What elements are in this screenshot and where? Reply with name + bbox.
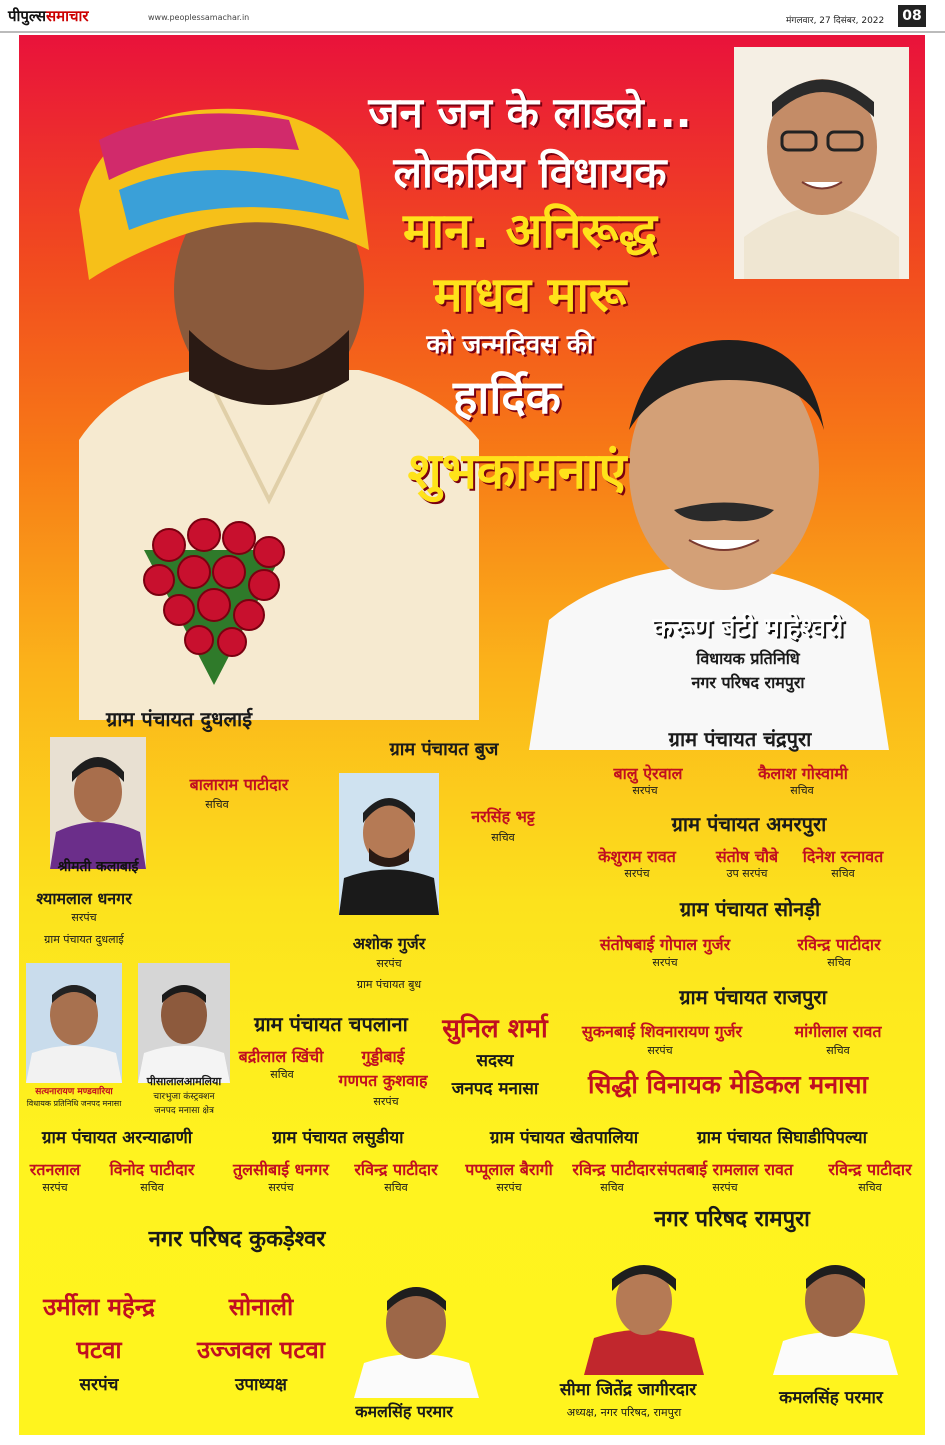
dudhlai-title: ग्राम पंचायत दुधलाई — [105, 707, 253, 731]
amarpura-role-3: सचिव — [831, 867, 855, 880]
khetpaliya-title: ग्राम पंचायत खेतपालिया — [489, 1128, 639, 1148]
peesalal-name: पीसालालआमलिया — [146, 1075, 222, 1088]
buj-role-2: सरपंच — [376, 957, 402, 970]
website-url[interactable]: www.peoplessamachar.in — [148, 13, 250, 22]
sonadi-name-1: संतोषबाई गोपाल गुर्जर — [599, 935, 731, 954]
dudhlai-place: ग्राम पंचायत दुधलाई — [44, 933, 124, 946]
kamalsingh-name-1: कमलसिंह परमार — [355, 1402, 453, 1421]
cm-portrait-photo — [734, 47, 909, 279]
sighadipiplya-title: ग्राम पंचायत सिघाडीपिपल्या — [697, 1128, 867, 1148]
kalabai-photo — [50, 737, 146, 869]
masthead — [0, 0, 945, 34]
khetpaliya-role-1: सरपंच — [496, 1181, 522, 1194]
amarpura-name-2: संतोष चौबे — [715, 847, 779, 866]
rampura-title: नगर परिषद रामपुरा — [654, 1207, 810, 1232]
headline-line-6: हार्दिक — [452, 370, 562, 424]
sonadi-name-2: रविन्द्र पाटीदार — [797, 935, 881, 954]
satyanarayan-role: विधायक प्रतिनिधि जनपद मनासा — [26, 1099, 122, 1108]
kukdeshwar-name-2b: उज्जवल पटवा — [197, 1336, 325, 1364]
chaplana-role-2: सरपंच — [373, 1095, 399, 1108]
amarpura-role-1: सरपंच — [624, 867, 650, 880]
kamalsingh-photo-2 — [773, 1243, 898, 1375]
sighadipiplya-role-2: सचिव — [858, 1181, 882, 1194]
peesalal-photo — [138, 963, 230, 1083]
chaplana-name-2: गुड्डीबाई — [361, 1047, 405, 1066]
satyanarayan-name: सत्यनारायण मण्डवारिया — [35, 1087, 113, 1097]
rampura-name-2: कमलसिंह परमार — [779, 1388, 883, 1408]
chandrapura-name-1: बालु ऐरवाल — [613, 764, 683, 783]
khetpaliya-name-2: रविन्द्र पाटीदार — [572, 1160, 656, 1179]
sonadi-role-1: सरपंच — [652, 956, 678, 969]
feature-role-1: विधायक प्रतिनिधि — [696, 649, 800, 668]
headline-line-2: लोकप्रिय विधायक — [393, 148, 667, 197]
headline-line-5: को जन्मदिवस की — [426, 330, 594, 360]
masthead-rule — [0, 31, 945, 33]
khetpaliya-name-1: पप्पूलाल बैरागी — [465, 1160, 553, 1179]
rajpura-role-2: सचिव — [826, 1044, 850, 1057]
kalabai-caption: श्रीमती कलाबाई — [57, 859, 139, 875]
siddhi-vinayak-medical: सिद्धी विनायक मेडिकल मनासा — [588, 1070, 868, 1099]
sonadi-title: ग्राम पंचायत सोनड़ी — [679, 897, 821, 921]
khetpaliya-role-2: सचिव — [600, 1181, 624, 1194]
sunil-place: जनपद मनासा — [451, 1079, 539, 1099]
aranyadhani-name-1: रतनलाल — [29, 1160, 81, 1179]
chandrapura-name-2: कैलाश गोस्वामी — [758, 764, 848, 783]
satyanarayan-photo — [26, 963, 122, 1083]
kukdeshwar-name-1a: उर्मीला महेन्द्र — [43, 1293, 155, 1321]
dudhlai-name-1: बालाराम पाटीदार — [189, 775, 289, 794]
amarpura-title: ग्राम पंचायत अमरपुरा — [671, 812, 827, 836]
aranyadhani-name-2: विनोद पाटीदार — [109, 1160, 195, 1179]
chandrapura-role-2: सचिव — [790, 784, 814, 797]
sunil-name: सुनिल शर्मा — [442, 1014, 548, 1044]
aranyadhani-role-1: सरपंच — [42, 1181, 68, 1194]
kukdeshwar-name-2a: सोनाली — [228, 1293, 294, 1321]
lasudiya-role-2: सचिव — [384, 1181, 408, 1194]
buj-name-1: नरसिंह भट्ट — [471, 807, 535, 826]
chaplana-name-1: बद्रीलाल खिंची — [238, 1047, 324, 1066]
kukdeshwar-role-1: सरपंच — [79, 1375, 119, 1395]
lasudiya-role-1: सरपंच — [268, 1181, 294, 1194]
headline-line-4: माधव मारू — [433, 267, 627, 323]
sighadipiplya-role-1: सरपंच — [712, 1181, 738, 1194]
sonadi-role-2: सचिव — [827, 956, 851, 969]
feature-role-2: नगर परिषद रामपुरा — [691, 673, 805, 692]
dudhlai-role-2: सरपंच — [71, 911, 97, 924]
seema-photo — [584, 1243, 704, 1375]
rajpura-title: ग्राम पंचायत राजपुरा — [679, 985, 827, 1009]
chandrapura-role-1: सरपंच — [632, 784, 658, 797]
buj-role-1: सचिव — [491, 831, 515, 844]
amarpura-role-2: उप सरपंच — [726, 867, 768, 880]
peesalal-role: चारभुजा कंस्ट्रक्शन — [153, 1092, 215, 1102]
aranyadhani-title: ग्राम पंचायत अरन्याढाणी — [41, 1128, 193, 1148]
rampura-name-1: सीमा जितेंद्र जागीरदार — [559, 1380, 697, 1400]
page-number: 08 — [898, 5, 926, 27]
amarpura-name-3: दिनेश रत्नावत — [802, 847, 884, 866]
feature-name: करूण बंटी माहेश्वरी — [652, 613, 844, 643]
chandrapura-title: ग्राम पंचायत चंद्रपुरा — [668, 727, 812, 751]
buj-name-2: अशोक गुर्जर — [352, 934, 426, 953]
issue-date: मंगलवार, 27 दिसंबर, 2022 — [786, 16, 885, 26]
kukdeshwar-name-1b: पटवा — [76, 1336, 122, 1364]
chaplana-role-1: सचिव — [270, 1068, 294, 1081]
amarpura-name-1: केशुराम रावत — [598, 847, 676, 866]
birthday-ad-poster — [19, 35, 925, 1435]
kukdeshwar-role-2: उपाध्यक्ष — [235, 1375, 287, 1395]
lasudiya-name-2: रविन्द्र पाटीदार — [354, 1160, 438, 1179]
aranyadhani-role-2: सचिव — [140, 1181, 164, 1194]
headline-line-3: मान. अनिरूद्ध — [402, 203, 658, 259]
headline-line-1: जन जन के लाडले... — [368, 88, 692, 137]
sighadipiplya-name-1: संपतबाई रामलाल रावत — [656, 1160, 794, 1179]
headline-line-7: शुभकामनाएं — [407, 442, 627, 500]
dudhlai-name-2: श्यामलाल धनगर — [36, 889, 132, 908]
dudhlai-role-1: सचिव — [205, 798, 229, 811]
chaplana-name-2b: गणपत कुशवाह — [338, 1071, 428, 1090]
rose-bouquet-image — [124, 490, 304, 690]
rajpura-role-1: सरपंच — [647, 1044, 673, 1057]
sighadipiplya-name-2: रविन्द्र पाटीदार — [828, 1160, 912, 1179]
peesalal-place: जनपद मनासा क्षेत्र — [154, 1106, 214, 1116]
lasudiya-title: ग्राम पंचायत लसुडीया — [272, 1128, 404, 1148]
buj-title: ग्राम पंचायत बुज — [389, 739, 499, 760]
chaplana-title: ग्राम पंचायत चपलाना — [254, 1012, 408, 1036]
kamalsingh-photo-1 — [354, 1263, 479, 1398]
rampura-role-1: अध्यक्ष, नगर परिषद, रामपुरा — [566, 1406, 682, 1419]
buj-place: ग्राम पंचायत बुध — [356, 978, 422, 991]
lasudiya-name-1: तुलसीबाई धनगर — [233, 1160, 329, 1179]
ashok-photo — [339, 773, 439, 915]
rajpura-name-2: मांगीलाल रावत — [794, 1022, 882, 1041]
rajpura-name-1: सुकनबाई शिवनारायण गुर्जर — [581, 1022, 743, 1041]
sunil-role: सदस्य — [476, 1051, 514, 1071]
kukdeshwar-title: नगर परिषद कुकड़ेश्वर — [148, 1227, 326, 1252]
newspaper-logo[interactable]: पीपुल्ससमाचार — [8, 7, 89, 25]
